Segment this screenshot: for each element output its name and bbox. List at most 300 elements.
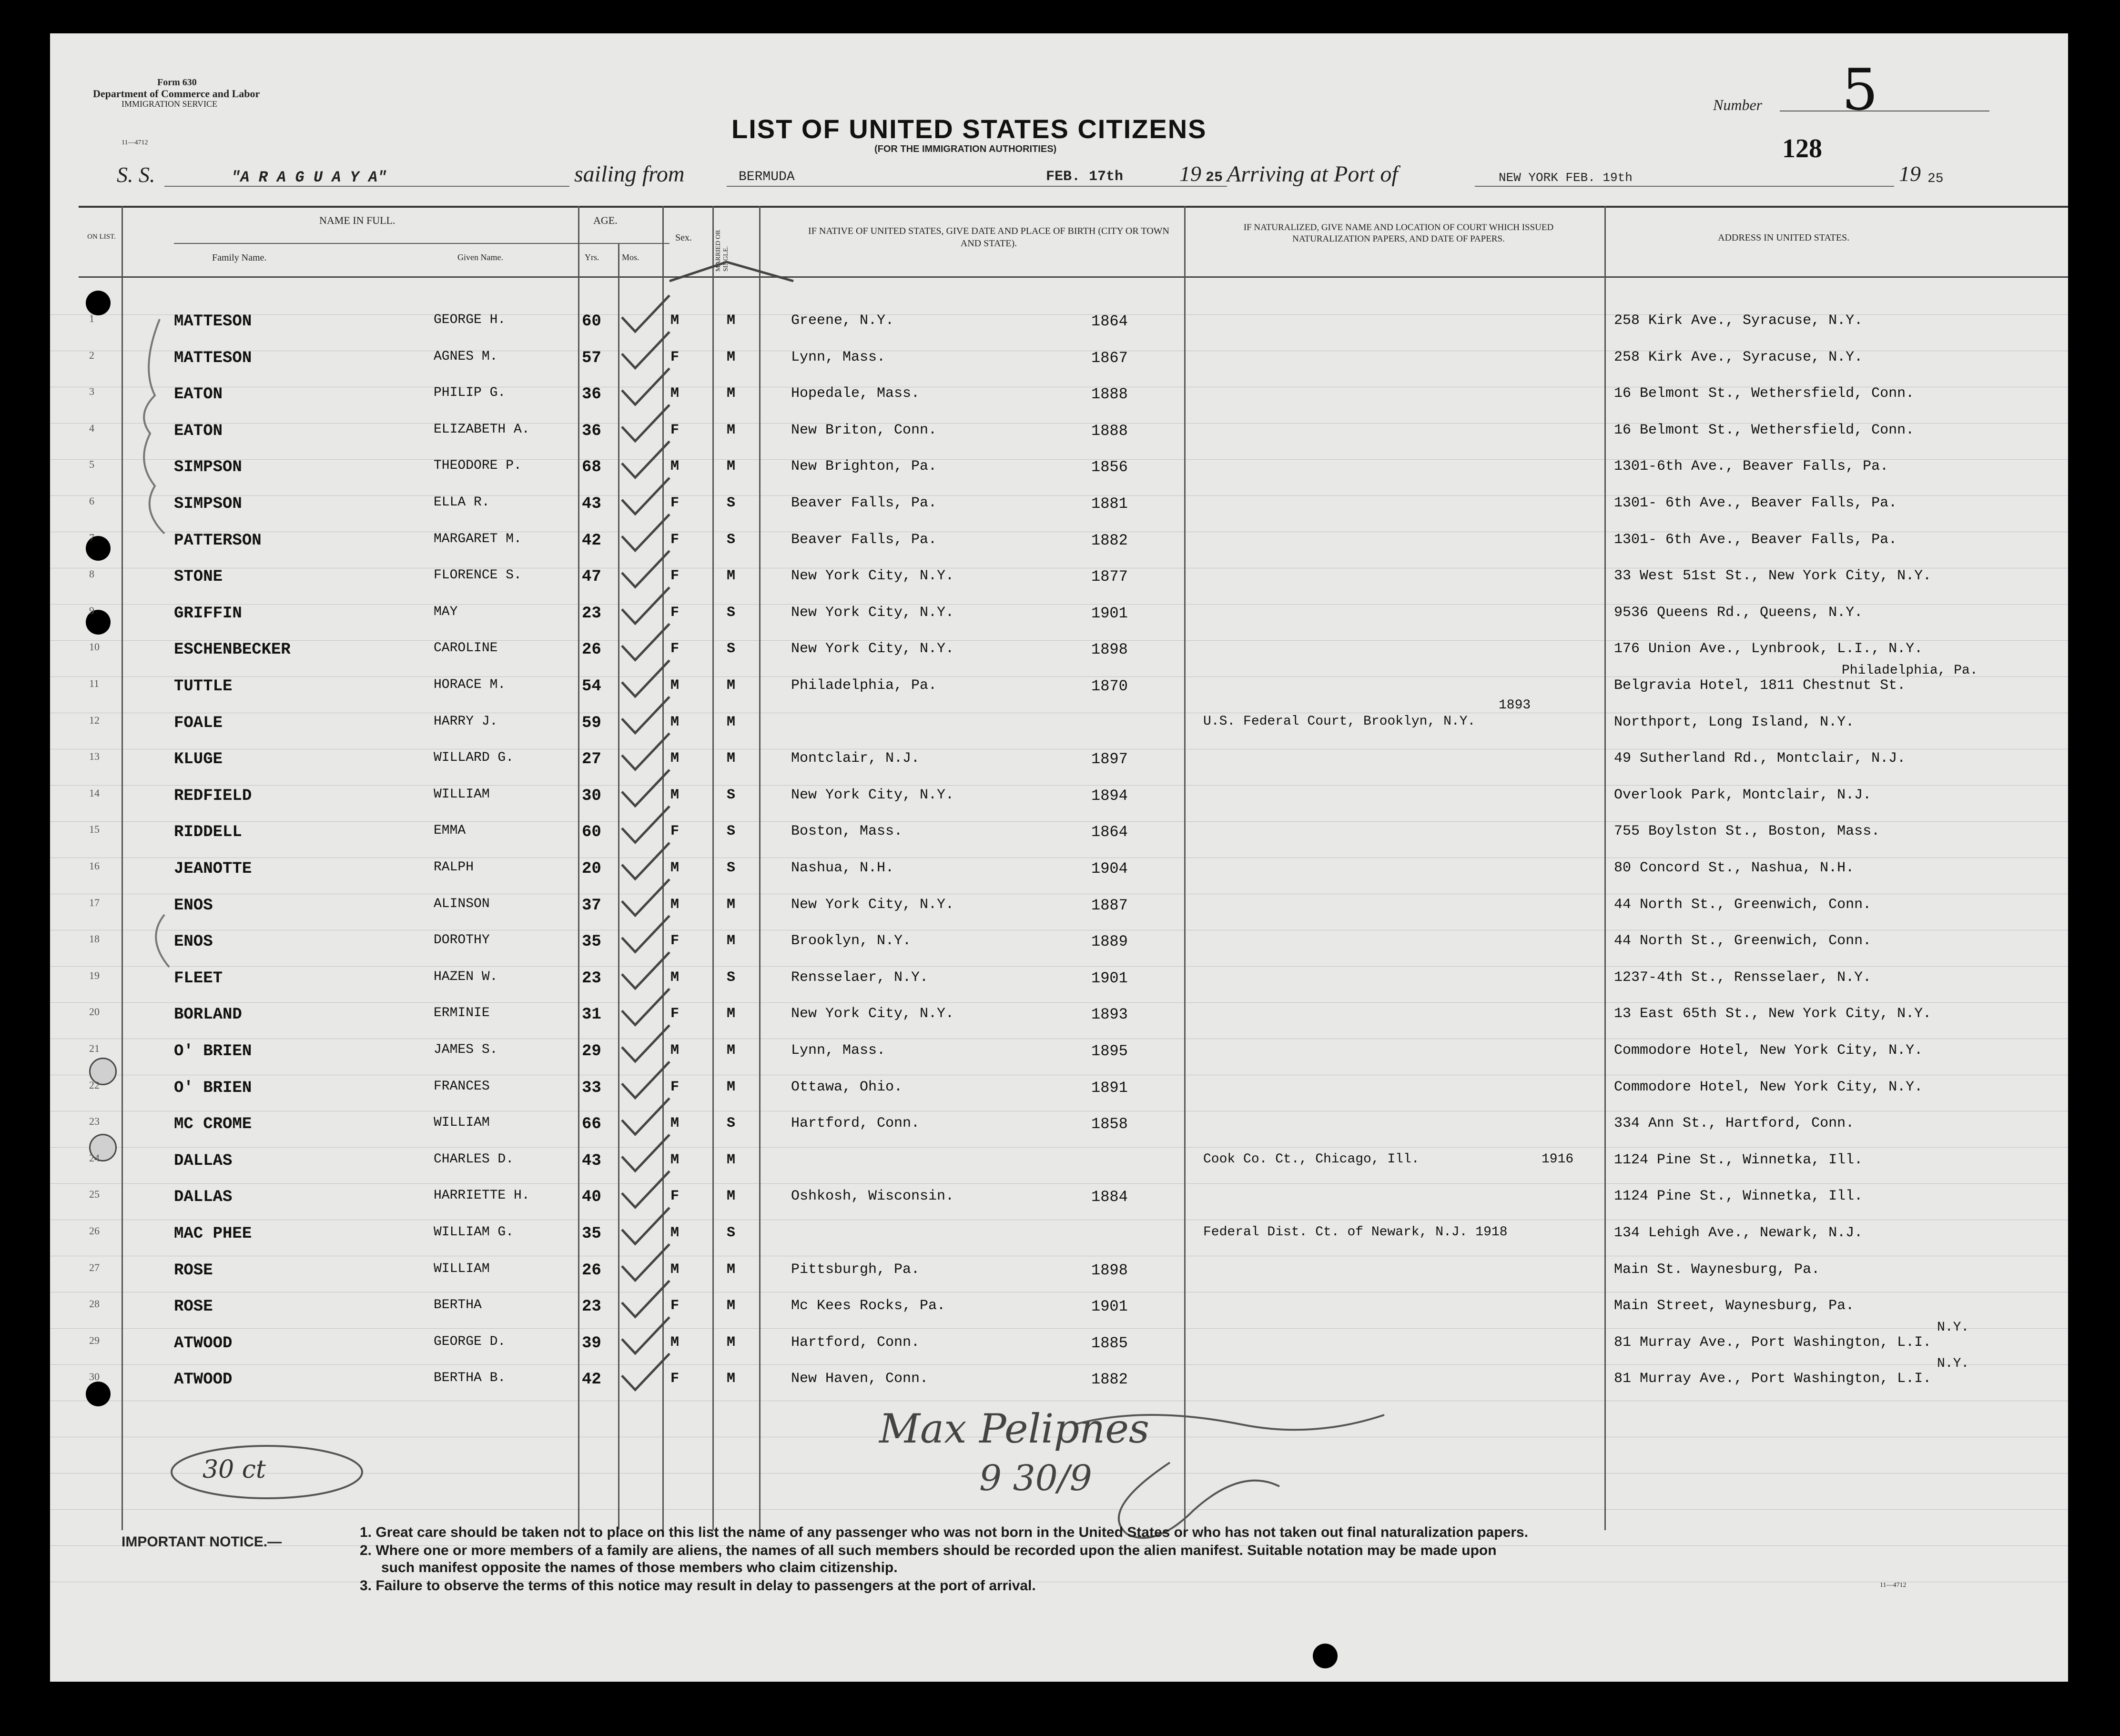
row-number: 15 bbox=[89, 823, 100, 836]
family-name: ROSE bbox=[174, 1298, 213, 1316]
given-name: ERMINIE bbox=[434, 1006, 490, 1021]
address: 1301- 6th Ave., Beaver Falls, Pa. bbox=[1614, 531, 1897, 548]
birthplace: New York City, N.Y. bbox=[791, 604, 954, 621]
sex: M bbox=[670, 860, 680, 876]
address: Belgravia Hotel, 1811 Chestnut St. bbox=[1614, 677, 1906, 694]
family-name: BORLAND bbox=[174, 1006, 242, 1024]
naturalization-court: U.S. Federal Court, Brooklyn, N.Y. bbox=[1203, 714, 1476, 729]
row-number: 1 bbox=[89, 313, 94, 324]
age-years: 54 bbox=[582, 677, 601, 696]
row-number: 30 bbox=[89, 1371, 100, 1383]
header-married-single: MARRIED OR SINGLE. bbox=[715, 230, 730, 272]
sex: F bbox=[670, 422, 680, 438]
marital-status: M bbox=[727, 750, 736, 767]
family-name: PATTERSON bbox=[174, 531, 262, 550]
sex: F bbox=[670, 1298, 680, 1314]
marital-status: S bbox=[727, 1225, 736, 1241]
row-number: 16 bbox=[89, 860, 100, 872]
birthplace: New York City, N.Y. bbox=[791, 568, 954, 585]
row-number: 9 bbox=[89, 604, 94, 616]
table-row bbox=[50, 1320, 2068, 1363]
table-row bbox=[50, 998, 2068, 1034]
table-row bbox=[50, 1035, 2068, 1071]
row-number: 28 bbox=[89, 1298, 100, 1310]
birth-year: 1904 bbox=[1091, 860, 1128, 878]
header-naturalized: IF NATURALIZED, GIVE NAME AND LOCATION OF COURT WHICH ISSUED NATURALIZATION PAPERS, AND DATE OF PAPERS. bbox=[1243, 222, 1554, 244]
age-years: 33 bbox=[582, 1079, 601, 1097]
address: 49 Sutherland Rd., Montclair, N.J. bbox=[1614, 750, 1906, 767]
given-name: CAROLINE bbox=[434, 641, 498, 656]
sex: M bbox=[670, 1334, 680, 1351]
header-age: AGE. bbox=[593, 214, 618, 226]
age-years: 23 bbox=[582, 604, 601, 623]
family-name: ENOS bbox=[174, 933, 213, 951]
age-years: 27 bbox=[582, 750, 601, 769]
age-years: 37 bbox=[582, 896, 601, 915]
row-number: 6 bbox=[89, 495, 94, 507]
marital-status: M bbox=[727, 1261, 736, 1278]
sail-date: FEB. 17th bbox=[1046, 169, 1124, 185]
naturalization-year: 1916 bbox=[1542, 1151, 1574, 1167]
age-years: 57 bbox=[582, 349, 601, 367]
marital-status: M bbox=[727, 1006, 736, 1022]
header-mos: Mos. bbox=[622, 252, 639, 262]
table-top-line bbox=[79, 206, 2068, 208]
address: 1124 Pine St., Winnetka, Ill. bbox=[1614, 1151, 1863, 1168]
birthplace: New Brighton, Pa. bbox=[791, 458, 937, 475]
table-row bbox=[50, 852, 2068, 888]
header-name-in-full: NAME IN FULL. bbox=[319, 214, 396, 226]
header-address: ADDRESS IN UNITED STATES. bbox=[1718, 232, 1850, 243]
given-name: WILLARD G. bbox=[434, 750, 514, 766]
family-name: ESCHENBECKER bbox=[174, 641, 291, 659]
table-row bbox=[50, 487, 2068, 524]
address: 44 North St., Greenwich, Conn. bbox=[1614, 933, 1872, 949]
address: 16 Belmont St., Wethersfield, Conn. bbox=[1614, 385, 1915, 402]
family-name: SIMPSON bbox=[174, 458, 242, 477]
sex: F bbox=[670, 1188, 680, 1205]
table-row bbox=[50, 1217, 2068, 1253]
given-name: AGNES M. bbox=[434, 349, 498, 364]
family-name: DALLAS bbox=[174, 1188, 233, 1207]
birth-year: 1864 bbox=[1091, 823, 1128, 841]
address: 1237-4th St., Rensselaer, N.Y. bbox=[1614, 969, 1872, 986]
given-name: RALPH bbox=[434, 860, 474, 875]
sex: F bbox=[670, 1079, 680, 1095]
family-name: RIDDELL bbox=[174, 823, 242, 842]
family-name: SIMPSON bbox=[174, 495, 242, 513]
header-yrs: Yrs. bbox=[585, 252, 599, 262]
sex: F bbox=[670, 933, 680, 949]
given-name: ELLA R. bbox=[434, 495, 490, 510]
given-name: THEODORE P. bbox=[434, 458, 522, 474]
age-years: 36 bbox=[582, 385, 601, 404]
sex: M bbox=[670, 750, 680, 767]
address-note: N.Y. bbox=[1937, 1356, 1969, 1372]
family-name: O' BRIEN bbox=[174, 1042, 252, 1060]
age-years: 39 bbox=[582, 1334, 601, 1352]
age-years: 35 bbox=[582, 1225, 601, 1243]
birthplace: Nashua, N.H. bbox=[791, 860, 894, 876]
row-number: 27 bbox=[89, 1261, 100, 1273]
given-name: HARRY J. bbox=[434, 714, 498, 729]
family-name: FOALE bbox=[174, 714, 223, 732]
birth-year: 1894 bbox=[1091, 787, 1128, 805]
port-to-underline bbox=[1475, 186, 1894, 187]
table-row bbox=[50, 1290, 2068, 1326]
table-row bbox=[50, 925, 2068, 961]
sex: M bbox=[670, 896, 680, 913]
age-years: 29 bbox=[582, 1042, 601, 1060]
ss-label: S. S. bbox=[117, 162, 155, 187]
age-years: 30 bbox=[582, 787, 601, 805]
table-row bbox=[50, 414, 2068, 451]
birth-year: 1893 bbox=[1091, 1006, 1128, 1024]
address: Main Street, Waynesburg, Pa. bbox=[1614, 1298, 1855, 1314]
family-name: MATTESON bbox=[174, 349, 252, 367]
given-name: HAZEN W. bbox=[434, 969, 498, 984]
sex: F bbox=[670, 823, 680, 840]
row-number: 10 bbox=[89, 641, 100, 653]
sex: M bbox=[670, 787, 680, 803]
notice-label: IMPORTANT NOTICE.— bbox=[122, 1534, 282, 1550]
sailing-from-label: sailing from bbox=[574, 161, 685, 187]
birthplace: Hartford, Conn. bbox=[791, 1334, 920, 1351]
row-number: 8 bbox=[89, 568, 94, 580]
birth-year: 1867 bbox=[1091, 349, 1128, 367]
manifest-sheet bbox=[50, 33, 2068, 1682]
given-name: WILLIAM G. bbox=[434, 1225, 514, 1240]
address: 9536 Queens Rd., Queens, N.Y. bbox=[1614, 604, 1863, 621]
number-value: 5 bbox=[1842, 57, 1878, 123]
marital-status: M bbox=[727, 1079, 736, 1095]
address: Northport, Long Island, N.Y. bbox=[1614, 714, 1855, 730]
sex: F bbox=[670, 604, 680, 621]
birth-year: 1888 bbox=[1091, 385, 1128, 404]
marital-status: S bbox=[727, 823, 736, 840]
marital-status: S bbox=[727, 641, 736, 657]
birthplace: New York City, N.Y. bbox=[791, 787, 954, 803]
naturalization-court: Cook Co. Ct., Chicago, Ill. bbox=[1203, 1151, 1420, 1167]
arrive-year-prefix: 19 bbox=[1899, 161, 1921, 186]
sail-year: 25 bbox=[1206, 170, 1223, 186]
number-label: Number bbox=[1713, 96, 1763, 113]
address: Commodore Hotel, New York City, N.Y. bbox=[1614, 1042, 1923, 1059]
given-name: HORACE M. bbox=[434, 677, 506, 692]
check-mark bbox=[669, 262, 793, 281]
table-row bbox=[50, 597, 2068, 633]
marital-status: M bbox=[727, 896, 736, 913]
birthplace: Hartford, Conn. bbox=[791, 1115, 920, 1132]
family-name: MAC PHEE bbox=[174, 1225, 252, 1243]
ruled-line bbox=[50, 1509, 2068, 1510]
ship-name: "A R A G U A Y A" bbox=[231, 169, 387, 186]
department-name: Department of Commerce and Labor bbox=[93, 88, 260, 100]
fraction-note: 9 30/9 bbox=[979, 1458, 1092, 1499]
family-name: ENOS bbox=[174, 896, 213, 915]
age-years: 20 bbox=[582, 860, 601, 878]
row-number: 22 bbox=[89, 1079, 100, 1091]
birthplace: Montclair, N.J. bbox=[791, 750, 920, 767]
service-name: IMMIGRATION SERVICE bbox=[122, 99, 218, 109]
table-row bbox=[50, 1108, 2068, 1144]
sex: M bbox=[670, 714, 680, 730]
address: 33 West 51st St., New York City, N.Y. bbox=[1614, 568, 1932, 585]
sail-year-prefix: 19 bbox=[1179, 161, 1201, 186]
address: 134 Lehigh Ave., Newark, N.J. bbox=[1614, 1225, 1863, 1241]
birth-year: 1901 bbox=[1091, 969, 1128, 987]
birth-year: 1897 bbox=[1091, 750, 1128, 768]
family-name: TUTTLE bbox=[174, 677, 233, 696]
marital-status: M bbox=[727, 422, 736, 438]
address: 1301-6th Ave., Beaver Falls, Pa. bbox=[1614, 458, 1889, 475]
sex: M bbox=[670, 1261, 680, 1278]
birthplace: New York City, N.Y. bbox=[791, 896, 954, 913]
birthplace: Boston, Mass. bbox=[791, 823, 903, 840]
birthplace: Beaver Falls, Pa. bbox=[791, 495, 937, 511]
row-number: 12 bbox=[89, 714, 100, 726]
birth-year: 1901 bbox=[1091, 1298, 1128, 1316]
birth-year: 1858 bbox=[1091, 1115, 1128, 1133]
address: 16 Belmont St., Wethersfield, Conn. bbox=[1614, 422, 1915, 438]
row-number: 20 bbox=[89, 1006, 100, 1018]
marital-status: M bbox=[727, 1042, 736, 1059]
family-name: ATWOOD bbox=[174, 1371, 233, 1389]
sex: M bbox=[670, 458, 680, 475]
birthplace: Beaver Falls, Pa. bbox=[791, 531, 937, 548]
marital-status: M bbox=[727, 458, 736, 475]
birthplace: Oshkosh, Wisconsin. bbox=[791, 1188, 954, 1205]
age-years: 68 bbox=[582, 458, 601, 477]
port-from-underline bbox=[727, 186, 1041, 187]
marital-status: M bbox=[727, 677, 736, 694]
age-years: 42 bbox=[582, 531, 601, 550]
birthplace: New York City, N.Y. bbox=[791, 1006, 954, 1022]
sex: M bbox=[670, 1042, 680, 1059]
row-number: 18 bbox=[89, 933, 100, 945]
marital-status: S bbox=[727, 1115, 736, 1132]
marital-status: M bbox=[727, 1371, 736, 1387]
row-number: 7 bbox=[89, 531, 94, 544]
family-name: EATON bbox=[174, 385, 223, 404]
address: Overlook Park, Montclair, N.J. bbox=[1614, 787, 1872, 803]
table-row bbox=[50, 816, 2068, 852]
row-number: 29 bbox=[89, 1334, 100, 1346]
address: 80 Concord St., Nashua, N.H. bbox=[1614, 860, 1855, 876]
table-row bbox=[50, 663, 2068, 706]
age-years: 60 bbox=[582, 313, 601, 331]
family-name: GRIFFIN bbox=[174, 604, 242, 623]
table-row bbox=[50, 305, 2068, 341]
family-name: ROSE bbox=[174, 1261, 213, 1280]
notice-item-2a: 2. Where one or more members of a family are aliens, the names of all such members should be recorded upon the alien manifest. Suitable notation may be made upon bbox=[360, 1543, 1497, 1558]
family-name: KLUGE bbox=[174, 750, 223, 769]
sex: F bbox=[670, 1371, 680, 1387]
marital-status: M bbox=[727, 1298, 736, 1314]
table-row bbox=[50, 524, 2068, 560]
table-row bbox=[50, 1356, 2068, 1399]
row-number: 3 bbox=[89, 385, 94, 398]
age-years: 66 bbox=[582, 1115, 601, 1134]
footer-code: 11—4712 bbox=[1880, 1582, 1907, 1589]
marital-status: M bbox=[727, 1188, 736, 1205]
arrive-year: 25 bbox=[1927, 172, 1944, 186]
page-subtitle: (FOR THE IMMIGRATION AUTHORITIES) bbox=[874, 144, 1057, 154]
birth-year: 1856 bbox=[1091, 458, 1128, 476]
address: 258 Kirk Ave., Syracuse, N.Y. bbox=[1614, 349, 1863, 365]
row-number: 5 bbox=[89, 458, 94, 471]
birthplace: Mc Kees Rocks, Pa. bbox=[791, 1298, 946, 1314]
age-years: 35 bbox=[582, 933, 601, 951]
family-name: JEANOTTE bbox=[174, 860, 252, 878]
birthplace: Rensselaer, N.Y. bbox=[791, 969, 929, 986]
sex: M bbox=[670, 1225, 680, 1241]
form-number: Form 630 bbox=[157, 77, 197, 88]
table-row bbox=[50, 779, 2068, 816]
row-number: 17 bbox=[89, 896, 100, 908]
address: 44 North St., Greenwich, Conn. bbox=[1614, 896, 1872, 913]
given-name: DOROTHY bbox=[434, 933, 490, 948]
naturalization-court: Federal Dist. Ct. of Newark, N.J. 1918 bbox=[1203, 1225, 1508, 1240]
given-name: BERTHA bbox=[434, 1298, 482, 1313]
birth-year: 1888 bbox=[1091, 422, 1128, 440]
age-years: 36 bbox=[582, 422, 601, 440]
marital-status: S bbox=[727, 969, 736, 986]
family-name: MATTESON bbox=[174, 313, 252, 331]
page-title: LIST OF UNITED STATES CITIZENS bbox=[731, 114, 1207, 144]
birthplace: Philadelphia, Pa. bbox=[791, 677, 937, 694]
row-number: 23 bbox=[89, 1115, 100, 1128]
marital-status: S bbox=[727, 495, 736, 511]
age-years: 43 bbox=[582, 495, 601, 513]
sex: M bbox=[670, 969, 680, 986]
table-row bbox=[50, 889, 2068, 925]
birth-year: 1882 bbox=[1091, 531, 1128, 549]
marital-status: S bbox=[727, 604, 736, 621]
marital-status: S bbox=[727, 531, 736, 548]
age-years: 59 bbox=[582, 714, 601, 732]
row-number: 13 bbox=[89, 750, 100, 763]
marital-status: M bbox=[727, 1151, 736, 1168]
age-years: 43 bbox=[582, 1151, 601, 1170]
birthplace: Brooklyn, N.Y. bbox=[791, 933, 912, 949]
family-name: STONE bbox=[174, 568, 223, 586]
given-name: ELIZABETH A. bbox=[434, 422, 530, 437]
sex: M bbox=[670, 1151, 680, 1168]
age-years: 26 bbox=[582, 1261, 601, 1280]
name-subheader-line bbox=[174, 243, 669, 244]
header-native: IF NATIVE OF UNITED STATES, GIVE DATE AND PLACE OF BIRTH (CITY OR TOWN AND STATE). bbox=[808, 226, 1169, 249]
marital-status: S bbox=[727, 787, 736, 803]
marital-status: M bbox=[727, 385, 736, 402]
address-note: Philadelphia, Pa. bbox=[1842, 663, 1978, 678]
address: 176 Union Ave., Lynbrook, L.I., N.Y. bbox=[1614, 641, 1923, 657]
marital-status: S bbox=[727, 860, 736, 876]
header-on-list: ON LIST. bbox=[87, 233, 116, 241]
birth-year: 1895 bbox=[1091, 1042, 1128, 1060]
sex: M bbox=[670, 385, 680, 402]
age-years: 31 bbox=[582, 1006, 601, 1024]
given-name: MARGARET M. bbox=[434, 531, 522, 546]
header-sex: Sex. bbox=[675, 232, 692, 243]
marital-status: M bbox=[727, 568, 736, 585]
age-years: 42 bbox=[582, 1371, 601, 1389]
row-number: 25 bbox=[89, 1188, 100, 1201]
table-row bbox=[50, 1071, 2068, 1108]
header-family-name: Family Name. bbox=[212, 252, 267, 263]
table-row bbox=[50, 378, 2068, 414]
given-name: EMMA bbox=[434, 823, 466, 838]
sex: F bbox=[670, 641, 680, 657]
family-name: FLEET bbox=[174, 969, 223, 988]
address: Main St. Waynesburg, Pa. bbox=[1614, 1261, 1820, 1278]
birth-year: 1891 bbox=[1091, 1079, 1128, 1097]
family-name: ATWOOD bbox=[174, 1334, 233, 1352]
address: 1301- 6th Ave., Beaver Falls, Pa. bbox=[1614, 495, 1897, 511]
port-to: NEW YORK FEB. 19th bbox=[1499, 171, 1633, 185]
table-row bbox=[50, 342, 2068, 378]
age-years: 60 bbox=[582, 823, 601, 842]
row-number: 21 bbox=[89, 1042, 100, 1054]
birth-year: 1864 bbox=[1091, 313, 1128, 330]
marital-status: M bbox=[727, 313, 736, 329]
birthplace: New Haven, Conn. bbox=[791, 1371, 929, 1387]
given-name: JAMES S. bbox=[434, 1042, 498, 1057]
table-row bbox=[50, 962, 2068, 998]
given-name: WILLIAM bbox=[434, 1115, 490, 1130]
header-given-name: Given Name. bbox=[457, 252, 503, 262]
birth-year: 1898 bbox=[1091, 641, 1128, 659]
port-from: BERMUDA bbox=[739, 170, 795, 184]
table-row bbox=[50, 560, 2068, 596]
given-name: GEORGE H. bbox=[434, 313, 506, 327]
row-number: 26 bbox=[89, 1225, 100, 1237]
form-code: 11—4712 bbox=[122, 139, 148, 146]
row-number: 24 bbox=[89, 1151, 100, 1164]
given-name: WILLIAM bbox=[434, 1261, 490, 1276]
count-note: 30 ct bbox=[203, 1455, 266, 1484]
address: 81 Murray Ave., Port Washington, L.I. bbox=[1614, 1371, 1932, 1387]
table-row bbox=[50, 1144, 2068, 1181]
family-name: O' BRIEN bbox=[174, 1079, 252, 1097]
row-number: 4 bbox=[89, 422, 94, 434]
family-name: MC CROME bbox=[174, 1115, 252, 1134]
marital-status: M bbox=[727, 933, 736, 949]
row-number: 19 bbox=[89, 969, 100, 981]
birth-year: 1884 bbox=[1091, 1188, 1128, 1206]
given-name: PHILIP G. bbox=[434, 385, 506, 401]
address: 755 Boylston St., Boston, Mass. bbox=[1614, 823, 1880, 840]
row-number: 2 bbox=[89, 349, 94, 361]
birth-year: 1881 bbox=[1091, 495, 1128, 513]
address: 81 Murray Ave., Port Washington, L.I. bbox=[1614, 1334, 1932, 1351]
birth-year: 1901 bbox=[1091, 604, 1128, 622]
table-row bbox=[50, 743, 2068, 779]
birth-year: 1889 bbox=[1091, 933, 1128, 951]
given-name: FRANCES bbox=[434, 1079, 490, 1094]
birthplace: Lynn, Mass. bbox=[791, 1042, 886, 1059]
arriving-label: Arriving at Port of bbox=[1227, 161, 1398, 187]
birthplace: New Briton, Conn. bbox=[791, 422, 937, 438]
table-row bbox=[50, 451, 2068, 487]
age-years: 40 bbox=[582, 1188, 601, 1207]
sex: F bbox=[670, 531, 680, 548]
birthplace: Pittsburgh, Pa. bbox=[791, 1261, 920, 1278]
given-name: GEORGE D. bbox=[434, 1334, 506, 1349]
address: Commodore Hotel, New York City, N.Y. bbox=[1614, 1079, 1923, 1095]
age-years: 23 bbox=[582, 1298, 601, 1316]
given-name: ALINSON bbox=[434, 896, 490, 911]
